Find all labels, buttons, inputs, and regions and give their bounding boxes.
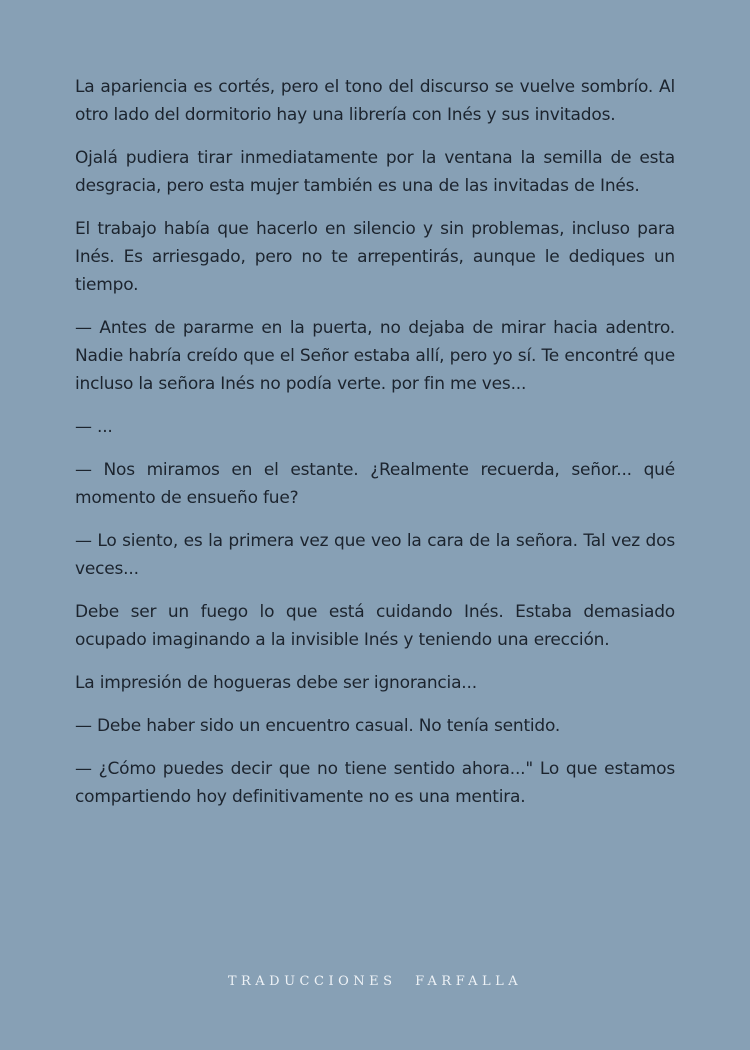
paragraph: — Nos miramos en el estante. ¿Realmente recuerda, señor... qué momento de ensueño fue?: [75, 460, 675, 508]
paragraph: Ojalá pudiera tirar inmediatamente por la ventana la semilla de esta desgracia, pero esta mujer también es una de las invitadas de Inés.: [75, 148, 675, 196]
footer-credit: TRADUCCIONES FARFALLA: [227, 974, 523, 989]
paragraph: — Antes de pararme en la puerta, no dejaba de mirar hacia adentro. Nadie habría creído que el Señor estaba allí, pero yo sí. Te encontré que incluso la señora Inés no podía verte. por fin me ves...: [75, 318, 675, 394]
paragraph: El trabajo había que hacerlo en silencio y sin problemas, incluso para Inés. Es arriesgado, pero no te arrepentirás, aunque le dediques un tiempo.: [75, 219, 675, 295]
page-body: [75, 73, 675, 826]
paragraph: Debe ser un fuego lo que está cuidando Inés. Estaba demasiado ocupado imaginando a la invisible Inés y teniendo una erección.: [75, 602, 675, 650]
paragraph: — ¿Cómo puedes decir que no tiene sentido ahora..." Lo que estamos compartiendo hoy definitivamente no es una mentira.: [75, 759, 675, 807]
paragraph: La impresión de hogueras debe ser ignorancia...: [75, 673, 477, 693]
paragraph: — Debe haber sido un encuentro casual. No tenía sentido.: [75, 716, 561, 736]
paragraph: — Lo siento, es la primera vez que veo la cara de la señora. Tal vez dos veces...: [75, 531, 675, 579]
paragraph: — ...: [75, 417, 113, 437]
paragraph: La apariencia es cortés, pero el tono del discurso se vuelve sombrío. Al otro lado del dormitorio hay una librería con Inés y sus invitados.: [75, 77, 675, 125]
